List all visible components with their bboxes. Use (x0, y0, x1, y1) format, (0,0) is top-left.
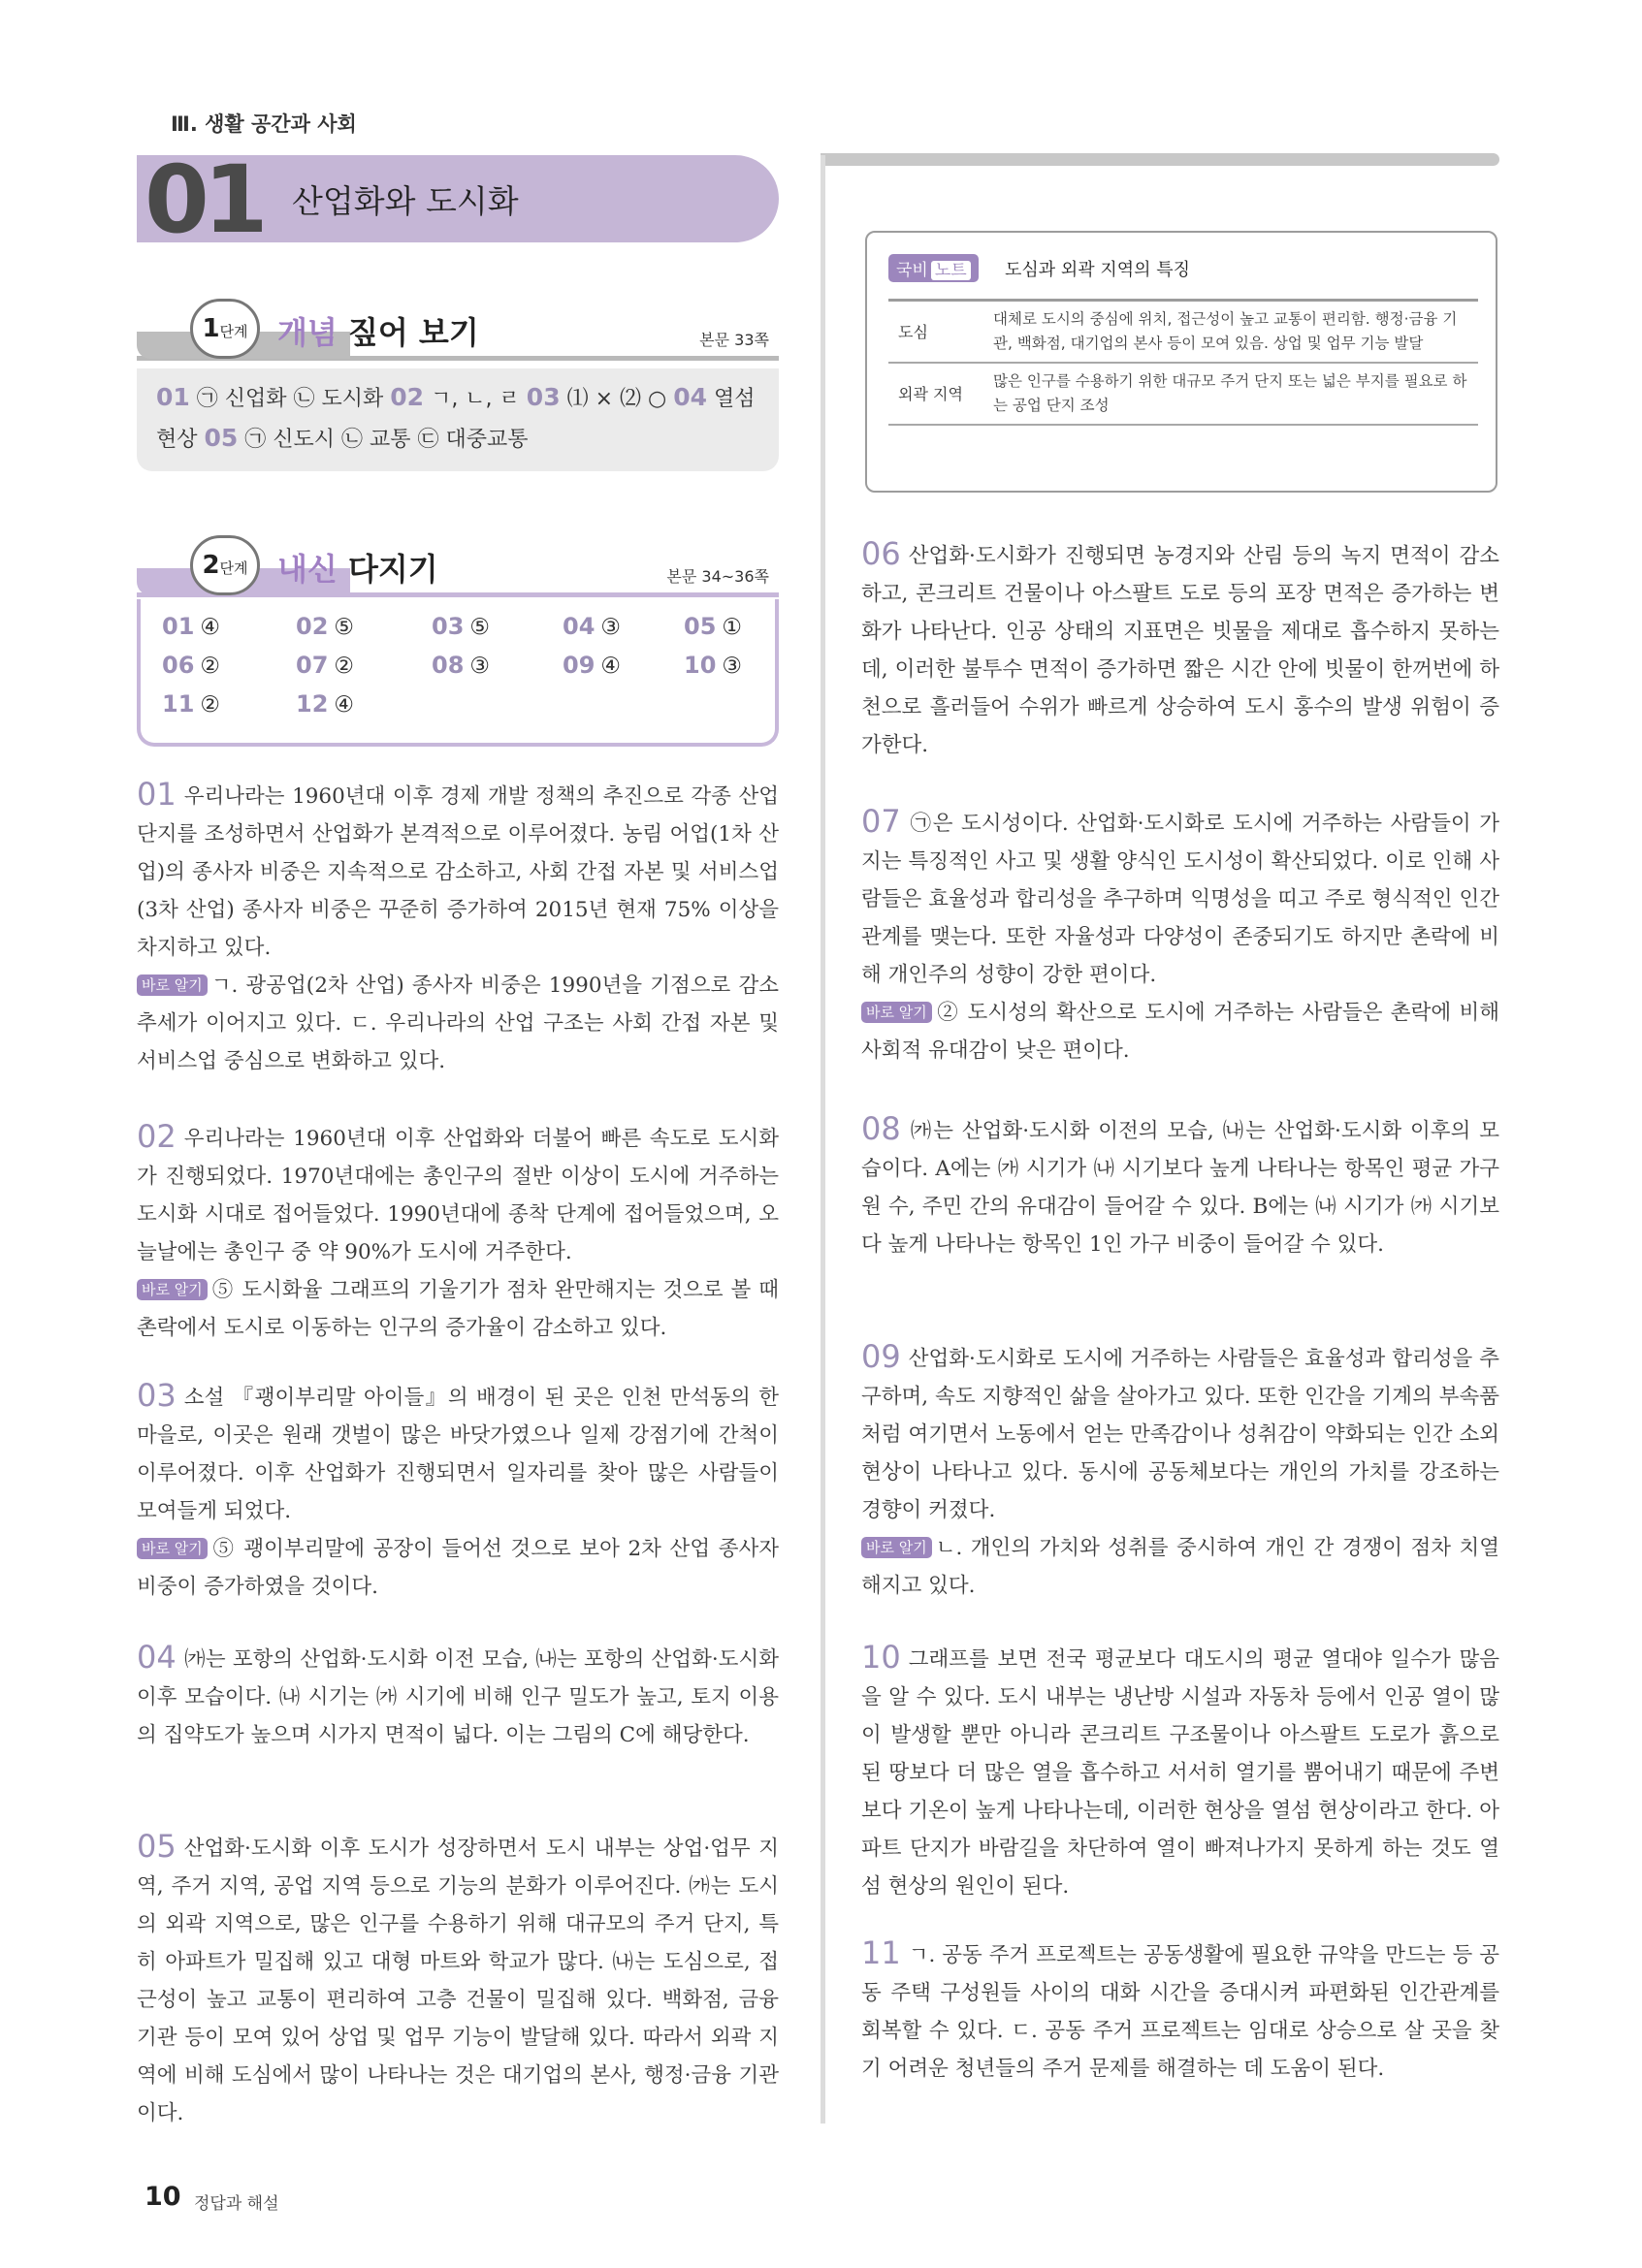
answer-item (162, 690, 220, 718)
baro-label: 바로 알기 (861, 1537, 932, 1558)
baro-text: ㄴ. 개인의 가치와 성취를 중시하여 개인 간 경쟁이 점차 치열해지고 있다. (861, 1536, 1499, 1598)
answer-value: ① (722, 615, 743, 640)
answer-text: ㉠ 신업화 ㉡ 도시화 (189, 387, 391, 411)
answer-text: 열섬 (707, 387, 756, 411)
answer-number: 06 (162, 652, 195, 679)
explanation-02 (137, 1118, 779, 1347)
baro-label: 바로 알기 (137, 974, 208, 996)
chapter-title: 산업화와 도시화 (292, 182, 519, 220)
answer-value: ② (200, 654, 221, 679)
explanation-text: 소설 『괭이부리말 아이들』의 배경이 된 곳은 인천 만석동의 한 마을로, 이곳은 원래 갯벌이 많은 바닷가였으나 일제 강점기에 간척이 이루어졌다. 이후 산업화가 진행되면서 일자리를 찾아 많은 사람들이 모여들게 되었다. (137, 1386, 779, 1523)
answer-item (296, 690, 354, 718)
question-number: 01 (137, 776, 177, 813)
explanation-text: 우리나라는 1960년대 이후 경제 개발 정책의 추진으로 각종 산업 단지를 조성하면서 산업화가 본격적으로 이루어졌다. 농림 어업(1차 산업)의 종사자 비중은 지속적으로 감소하고, 사회 간접 자본 및 서비스업(3차 산업) 종사자 비중은 꾸준히 증가하여 2015년 현재 75% 이상을 차지하고 있다. (137, 784, 779, 960)
unit-title: Ⅲ. 생활 공간과 사회 (171, 112, 357, 136)
stage1-page-ref: 본문 33쪽 (699, 331, 769, 349)
question-number: 03 (137, 1377, 177, 1414)
note-row: 도심 대체로 도시의 중심에 위치, 접근성이 높고 교통이 편리함. 행정·금융 기관, 백화점, 대기업의 본사 등이 모여 있음. 상업 및 업무 기능 발달 (888, 301, 1478, 364)
note-title: 도심과 외곽 지역의 특징 (1005, 260, 1191, 280)
chapter-number: 01 (145, 145, 263, 254)
baro-text: ㄱ. 광공업(2차 산업) 종사자 비중은 1990년을 기점으로 감소 추세가 이어지고 있다. ㄷ. 우리나라의 산업 구조는 사회 간접 자본 및 서비스업 중심으로 변화하고 있다. (137, 974, 779, 1073)
answer-text: ㄱ, ㄴ, ㄹ (424, 387, 527, 411)
question-number: 05 (137, 1828, 177, 1865)
question-number: 09 (861, 1338, 901, 1375)
answer-number: 12 (296, 690, 329, 718)
question-number: 02 (137, 1118, 177, 1155)
stage1-line1 (156, 378, 759, 419)
answer-number: 03 (432, 613, 465, 640)
answer-number: 08 (432, 652, 465, 679)
question-number: 08 (861, 1110, 901, 1147)
answer-number: 01 (162, 613, 195, 640)
explanation-text: ㈎는 산업화·도시화 이전의 모습, ㈏는 산업화·도시화 이후의 모습이다. A에는 ㈎ 시기가 ㈏ 시기보다 높게 나타나는 항목인 평균 가구원 수, 주민 간의 유대감이 들어갈 수 있다. B에는 ㈏ 시기가 ㈎ 시기보다 높게 나타나는 항목인 1인 가구 비중이 들어갈 수 있다. (861, 1119, 1499, 1257)
answer-value: ② (334, 654, 355, 679)
explanation-01 (137, 776, 779, 1080)
answer-number: 05 (684, 613, 717, 640)
note-box (865, 231, 1497, 493)
note-row: 외곽 지역 많은 인구를 수용하기 위한 대규모 주거 단지 또는 넓은 부지를 필요로 하는 공업 단지 조성 (888, 363, 1478, 425)
note-table (888, 299, 1478, 426)
chapter-banner (137, 145, 779, 254)
answer-number: 10 (684, 652, 717, 679)
stage1-title: 개념 짚어 보기 (277, 314, 479, 351)
stage1-answers (137, 368, 779, 471)
answer-number: 02 (296, 613, 329, 640)
answer-value: ③ (469, 654, 491, 679)
answer-item (162, 652, 220, 679)
explanation-text: 그래프를 보면 전국 평균보다 대도시의 평균 열대야 일수가 많음을 알 수 있다. 도시 내부는 냉난방 시설과 자동차 등에서 인공 열이 많이 발생할 뿐만 아니라 콘크리트 구조물이나 아스팔트 도로가 흙으로 된 땅보다 더 많은 열을 흡수하고 서서히 열기를 뿜어내기 때문에 주변보다 기온이 높게 나타나는데, 이러한 현상을 열섬 현상이라고 한다. 아파트 단지가 바람길을 차단하여 열이 빠져나가지 못하게 하는 것도 열섬 현상의 원인이 된다. (861, 1647, 1499, 1899)
answer-item (296, 652, 354, 679)
answer-number: 01 (156, 383, 190, 411)
explanation-07 (861, 803, 1499, 1070)
answer-item (432, 652, 490, 679)
answer-item (432, 613, 490, 640)
answer-value: ③ (600, 615, 622, 640)
question-number: 10 (861, 1639, 901, 1676)
stage1-badge: 1단계 (190, 299, 260, 359)
question-number: 06 (861, 535, 901, 572)
baro-label: 바로 알기 (137, 1279, 208, 1300)
answer-value: ② (200, 692, 221, 718)
explanation-08 (861, 1110, 1499, 1263)
answer-number: 04 (563, 613, 596, 640)
explanation-03 (137, 1377, 779, 1606)
column-divider (821, 155, 825, 2124)
question-number: 07 (861, 803, 901, 840)
explanation-04 (137, 1639, 779, 1754)
explanation-11 (861, 1934, 1499, 2088)
answer-value: ⑤ (334, 615, 355, 640)
answer-number: 03 (526, 383, 561, 411)
answer-number: 11 (162, 690, 195, 718)
footer-label: 정답과 해설 (194, 2194, 279, 2214)
stage2-title: 내신 다지기 (277, 551, 438, 588)
explanation-09 (861, 1338, 1499, 1605)
answer-item (296, 613, 354, 640)
answer-item (684, 613, 742, 640)
baro-text: ⑤ 도시화율 그래프의 기울기가 점차 완만해지는 것으로 볼 때 촌락에서 도시로 이동하는 인구의 증가율이 감소하고 있다. (137, 1278, 779, 1340)
answer-value: ④ (600, 654, 622, 679)
explanation-10 (861, 1639, 1499, 1905)
stage1-line2 (156, 419, 759, 460)
page-number: 10 (145, 2182, 181, 2212)
answer-number: 09 (563, 652, 596, 679)
explanation-05 (137, 1828, 779, 2132)
answer-value: ⑤ (469, 615, 491, 640)
explanation-text: 산업화·도시화로 도시에 거주하는 사람들은 효율성과 합리성을 추구하며, 속도 지향적인 삶을 살아가고 있다. 또한 인간을 기계의 부속품처럼 여기면서 노동에서 얻는 만족감이나 성취감이 약화되는 인간 소외 현상이 나타나고 있다. 동시에 공동체보다는 개인의 가치를 강조하는 경향이 커졌다. (861, 1347, 1499, 1522)
explanation-text: ㉠은 도시성이다. 산업화·도시화로 도시에 거주하는 사람들이 가지는 특징적인 사고 및 생활 양식인 도시성이 확산되었다. 이로 인해 사람들은 효율성과 합리성을 추구하며 익명성을 띠고 주로 형식적인 인간관계를 맺는다. 또한 자율성과 다양성이 존중되기도 하지만 촌락에 비해 개인주의 성향이 강한 편이다. (861, 812, 1499, 987)
answer-value: ④ (200, 615, 221, 640)
note-tag: 국비 노트 (888, 254, 979, 282)
explanation-text: 산업화·도시화 이후 도시가 성장하면서 도시 내부는 상업·업무 지역, 주거 지역, 공업 지역 등으로 기능의 분화가 이루어진다. ㈎는 도시의 외곽 지역으로, 많은 인구를 수용하기 위해 대규모의 주거 단지, 특히 아파트가 밀집해 있고 대형 마트와 학교가 많다. ㈏는 도심으로, 접근성이 높고 교통이 편리하여 고층 건물이 밀집해 있다. 백화점, 금융 기관 등이 모여 있어 상업 및 업무 기능이 발달해 있다. 따라서 외곽 지역에 비해 도심에서 많이 나타나는 것은 대기업의 본사, 행정·금융 기관이다. (137, 1837, 779, 2125)
explanation-06 (861, 535, 1499, 764)
explanation-text: 산업화·도시화가 진행되면 농경지와 산림 등의 녹지 면적이 감소하고, 콘크리트 건물이나 아스팔트 도로 등의 포장 면적은 증가하는 변화가 나타난다. 인공 상태의 지표면은 빗물을 제대로 흡수하지 못하는데, 이러한 불투수 면적이 증가하면 짧은 시간 안에 빗물이 한꺼번에 하천으로 흘러들어 수위가 빠르게 상승하여 도시 홍수의 발생 위험이 증가한다. (861, 544, 1499, 757)
answer-text: 현상 (156, 428, 205, 452)
baro-label: 바로 알기 (137, 1538, 208, 1559)
question-number: 11 (861, 1934, 901, 1971)
baro-label: 바로 알기 (861, 1002, 932, 1023)
baro-text: ⑤ 괭이부리말에 공장이 들어선 것으로 보아 2차 산업 종사자 비중이 증가하였을 것이다. (137, 1537, 779, 1599)
answer-number: 07 (296, 652, 329, 679)
top-rule (821, 153, 1499, 166)
stage2-page-ref: 본문 34~36쪽 (666, 567, 769, 586)
stage2-header (137, 539, 779, 597)
explanation-text: ㄱ. 공동 주거 프로젝트는 공동생활에 필요한 규약을 만드는 등 공동 주택 구성원들 사이의 대화 시간을 증대시켜 파편화된 인간관계를 회복할 수 있다. ㄷ. 공동 주거 프로젝트는 임대로 상승으로 살 곳을 찾기 어려운 청년들의 주거 문제를 해결하는 데 도움이 된다. (861, 1943, 1499, 2081)
answer-item (684, 652, 742, 679)
answer-value: ③ (722, 654, 743, 679)
answer-number: 05 (204, 424, 239, 452)
answer-number: 04 (673, 383, 707, 411)
answer-item (563, 613, 621, 640)
stage2-answers (137, 599, 779, 747)
answer-text: ㉠ 신도시 ㉡ 교통 ㉢ 대중교통 (238, 428, 529, 452)
answer-item (563, 652, 621, 679)
baro-text: ② 도시성의 확산으로 도시에 거주하는 사람들은 촌락에 비해 사회적 유대감이 낮은 편이다. (861, 1001, 1499, 1063)
question-number: 04 (137, 1639, 177, 1676)
stage2-badge: 2단계 (190, 535, 260, 595)
explanation-text: ㈎는 포항의 산업화·도시화 이전 모습, ㈏는 포항의 산업화·도시화 이후 모습이다. ㈏ 시기는 ㈎ 시기에 비해 인구 밀도가 높고, 토지 이용의 집약도가 높으며 시가지 면적이 넓다. 이는 그림의 C에 해당한다. (137, 1647, 779, 1747)
answer-item (162, 613, 220, 640)
answer-text: ⑴ × ⑵ ○ (560, 387, 674, 411)
answer-value: ④ (334, 692, 355, 718)
answer-number: 02 (390, 383, 425, 411)
explanation-text: 우리나라는 1960년대 이후 산업화와 더불어 빠른 속도로 도시화가 진행되었다. 1970년대에는 총인구의 절반 이상이 도시에 거주하는 도시화 시대로 접어들었다. 1990년대에 종착 단계에 접어들었으며, 오늘날에는 총인구 중 약 90%가 도시에 거주한다. (137, 1127, 779, 1264)
stage1-header (137, 303, 779, 361)
